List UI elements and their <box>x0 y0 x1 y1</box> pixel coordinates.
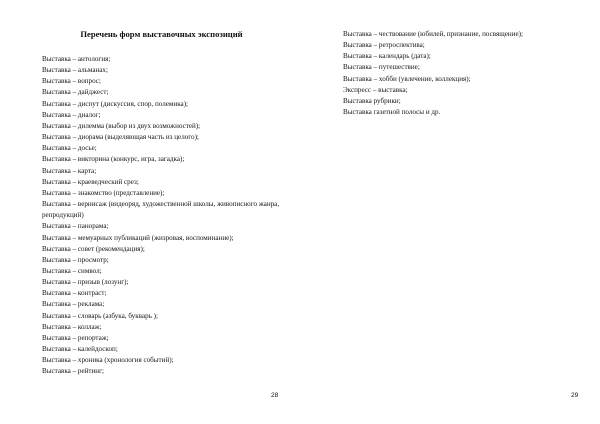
list-item: Выставка – викторина (конкурс, игра, загадка); <box>42 155 185 164</box>
list-item: Выставка – просмотр; <box>42 255 109 264</box>
list-item: Выставка – календарь (дата); <box>343 52 431 61</box>
page-number: 28 <box>271 392 279 399</box>
list-item: Выставка рубрики; <box>343 96 401 105</box>
list-item: Выставка – совет (рекомендация); <box>42 244 145 253</box>
list-item: Выставка – знакомство (представление); <box>42 188 165 197</box>
exhibition-forms-list-continued <box>343 29 593 118</box>
list-item: Выставка – дилемма (выбор из двух возможностей); <box>42 121 201 130</box>
exhibition-forms-list <box>42 54 292 378</box>
list-item: Выставка – ретроспектива; <box>343 41 425 50</box>
list-item: Выставка – хроника (хронология событий); <box>42 356 174 365</box>
list-item: Выставка – репортаж; <box>42 333 109 342</box>
list-item: Выставка – рейтинг; <box>42 367 104 376</box>
list-item: Выставка – краеведческий срез; <box>42 177 139 186</box>
list-item: Экспресс – выставка; <box>343 85 408 94</box>
list-item: Выставка – реклама; <box>42 300 105 309</box>
list-item: Выставка – панорама; <box>42 222 109 231</box>
list-item: Выставка – дайджест; <box>42 88 109 97</box>
list-item: Выставка – калейдоскоп; <box>42 345 118 354</box>
list-item: Выставка – диспут (дискуссия, спор, полемика); <box>42 99 189 108</box>
page-number: 29 <box>571 392 579 399</box>
list-item: Выставка – вернисаж (видеоряд, художественной школы, живописного жанра, репродукций) <box>42 200 280 220</box>
list-item: Выставка газетной полосы и др. <box>343 108 441 117</box>
right-page <box>300 0 600 424</box>
list-item: Выставка – вопрос; <box>42 77 101 86</box>
list-item: Выставка – карта; <box>42 166 97 175</box>
list-item: Выставка – антология; <box>42 55 111 63</box>
list-item: Выставка – чествование (юбилей, признание, посвящение); <box>343 30 523 38</box>
list-item: Выставка – досье; <box>42 144 97 153</box>
page-title: Перечень форм выставочных экспозиций <box>80 29 243 39</box>
list-item: Выставка – словарь (азбука, букварь ); <box>42 311 158 320</box>
list-item: Выставка – коллаж; <box>42 322 102 331</box>
list-item: Выставка – призыв (лозунг); <box>42 278 129 287</box>
list-item: Выставка – альманах; <box>42 66 108 75</box>
list-item: Выставка – диалог; <box>42 110 101 119</box>
list-item: Выставка – хобби (увлечение, коллекция); <box>343 74 471 83</box>
list-item: Выставка – контраст; <box>42 289 107 298</box>
list-item: Выставка – диорама (выделяющая часть из целого); <box>42 133 199 142</box>
list-item: Выставка – путешествие; <box>343 63 420 72</box>
list-item: Выставка – символ; <box>42 266 102 275</box>
list-item: Выставка – мемуарных публикаций (жизровая, воспоминание); <box>42 233 234 242</box>
